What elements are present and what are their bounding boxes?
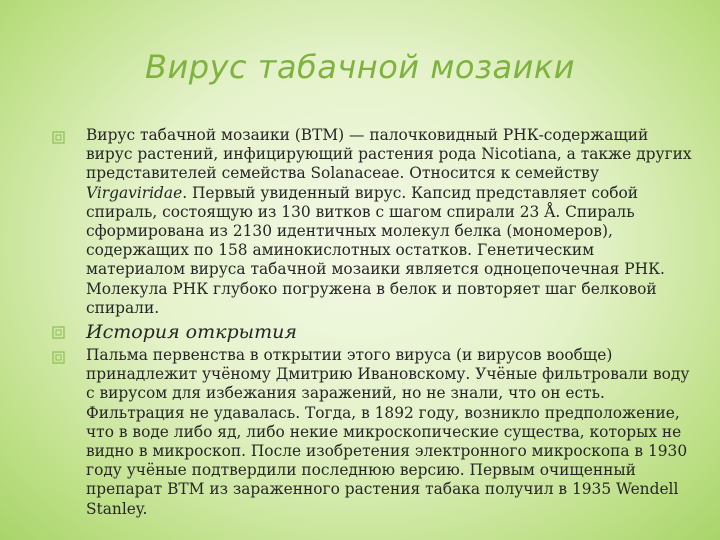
bullet-text-part-1: Вирус табачной мозаики (ВТМ) — палочковидный РНК-содержащий вирус растений, инфицирующий растения рода Nicotiana, а также других представителей семейства Solanaceae. Относится к семейству <box>86 126 692 183</box>
bullet-text <box>86 126 692 318</box>
bullet-list <box>52 126 692 519</box>
section-heading: История открытия <box>86 321 297 344</box>
square-bullet-icon <box>52 326 65 339</box>
bullet-text-part-2: . Первый увиденный вирус. Капсид представляет собой спираль, состоящую из 130 витков с шагом спирали 23 Å. Спираль сформирована из 2130 идентичных молекул белка (мономеров), содержащих по 158 аминокислотных остатков. Генетическим материалом вируса табачной мозаики является одноцепочечная РНК. Молекула РНК глубоко погружена в белок и повторяет шаг белковой спирали. <box>86 183 665 317</box>
bullet-item-history-heading <box>52 320 692 344</box>
slide-title: Вирус табачной мозаики <box>145 48 575 86</box>
family-name-italic: Virgaviridae <box>86 183 183 202</box>
square-bullet-icon <box>52 131 65 144</box>
bullet-item-history <box>52 346 692 519</box>
bullet-text: Пальма первенства в открытии этого вируса (и вирусов вообще) принадлежит учёному Дмитрию Ивановскому. Учёные фильтровали воду с вирусом для избежания заражений, но не знали, что он есть. Фильтрация не удавалась. Тогда, в 1892 году, возникло предположение, что в воде либо яд, либо некие микроскопические существа, которых не видно в микроскоп. После изобретения электронного микроскопа в 1930 году учёные подтвердили последнюю версию. Первым очищенный препарат ВТМ из зараженного растения табака получил в 1935 Wendell Stanley. <box>86 346 690 518</box>
bullet-item-description <box>52 126 692 318</box>
square-bullet-icon <box>52 351 65 364</box>
